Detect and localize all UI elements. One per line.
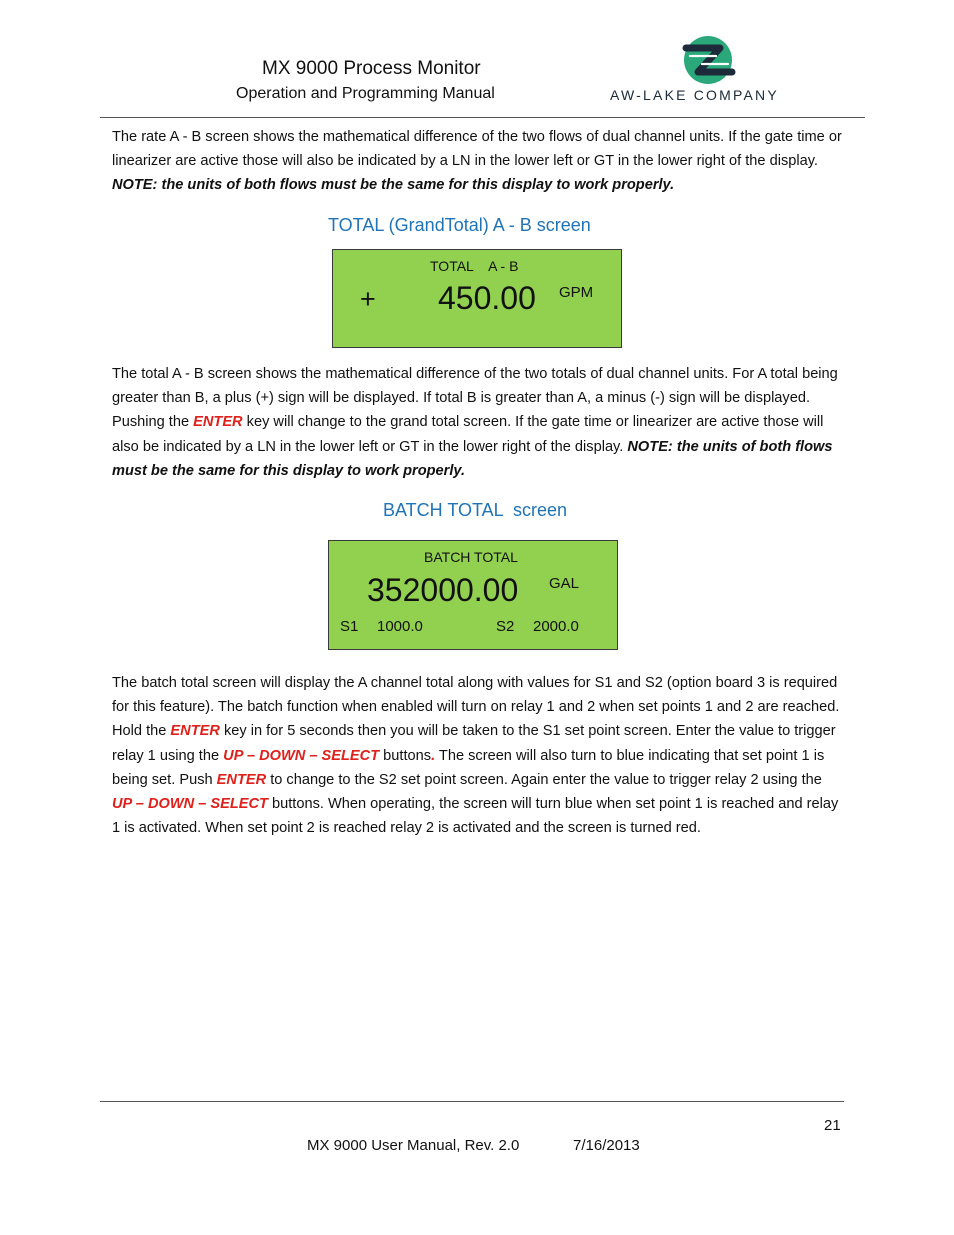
total-lcd-value: 450.00 [438,280,536,316]
batch-lcd-unit: GAL [549,575,580,592]
footer-manual-title: MX 9000 User Manual, Rev. 2.0 [307,1137,520,1154]
batch-s2-value: 2000.0 [533,618,579,635]
enter-key-ref: ENTER [170,723,220,740]
total-note: NOTE: the units of both flows must be the same for this display to work properly. [112,438,833,479]
red-period: . [431,747,436,764]
total-section-heading: TOTAL (GrandTotal) A - B screen [328,215,591,235]
logo-text: AW-LAKE COMPANY [610,87,779,103]
aw-lake-logo-icon [600,34,820,86]
enter-key-ref: ENTER [193,414,243,431]
batch-paragraph [112,671,842,840]
batch-para-text-4: The screen will also turn to blue indicating that set point 1 is being set. Push [112,747,825,788]
up-down-select-ref: UP – DOWN – SELECT [112,796,268,813]
batch-para-text-5: to change to the S2 set point screen. Again enter the value to trigger relay 2 using the [266,771,822,788]
footer-divider [100,1101,844,1102]
intro-paragraph [112,125,842,198]
batch-lcd-label: BATCH TOTAL [424,549,518,565]
document-title: MX 9000 Process Monitor [262,58,481,79]
total-paragraph [112,362,842,483]
total-para-text-2: key will change to the grand total screen. If the gate time or linearizer are active those will also be indicated by a LN in the lower left or GT in the lower right of the display. [112,414,824,455]
enter-key-ref: ENTER [216,771,267,788]
header-divider [100,117,865,118]
footer-date: 7/16/2013 [573,1137,640,1154]
batch-section-heading: BATCH TOTAL screen [383,500,568,520]
intro-note: NOTE: the units of both flows must be the same for this display to work properly. [112,177,675,194]
batch-para-text-6: buttons. When operating, the screen will turn blue when set point 1 is reached and relay 1 is activated. When set point 2 is reached relay 2 is activated and the screen is turned red. [112,796,839,837]
total-para-text-1: The total A - B screen shows the mathematical difference of the two totals of dual channel units. For A total being greater than B, a plus (+) sign will be displayed. If total B is greater than A, a minus (-) sign will be displayed. Pushing the [112,366,838,431]
batch-s2-label: S2 [496,618,515,635]
document-subtitle: Operation and Programming Manual [236,85,495,102]
total-lcd-display [332,249,622,348]
total-lcd-unit: GPM [559,284,594,301]
batch-lcd-value: 352000.00 [367,572,519,608]
total-lcd-label: TOTAL A - B [430,258,519,274]
batch-para-text-1: The batch total screen will display the A channel total along with values for S1 and S2 (option board 3 is required for this feature). The batch function when enabled will turn on relay 1 and 2 when set points 1 and 2 are reached. Hold the [112,675,840,740]
batch-s1-value: 1000.0 [377,618,423,635]
up-down-select-ref: UP – DOWN – SELECT [223,747,380,764]
intro-text: The rate A - B screen shows the mathematical difference of the two flows of dual channel units. If the gate time or linearizer are active those will also be indicated by a LN in the lower left or GT in the lower right of the display. [112,129,842,170]
batch-para-text-2: key in for 5 seconds then you will be taken to the S1 set point screen. Enter the value to trigger relay 1 using the [112,723,836,764]
company-logo [600,34,820,110]
batch-s1-label: S1 [340,618,359,635]
page-number: 21 [824,1117,841,1134]
batch-para-text-3: buttons [379,747,432,764]
batch-lcd-display [328,540,618,650]
total-lcd-sign: + [360,284,376,314]
